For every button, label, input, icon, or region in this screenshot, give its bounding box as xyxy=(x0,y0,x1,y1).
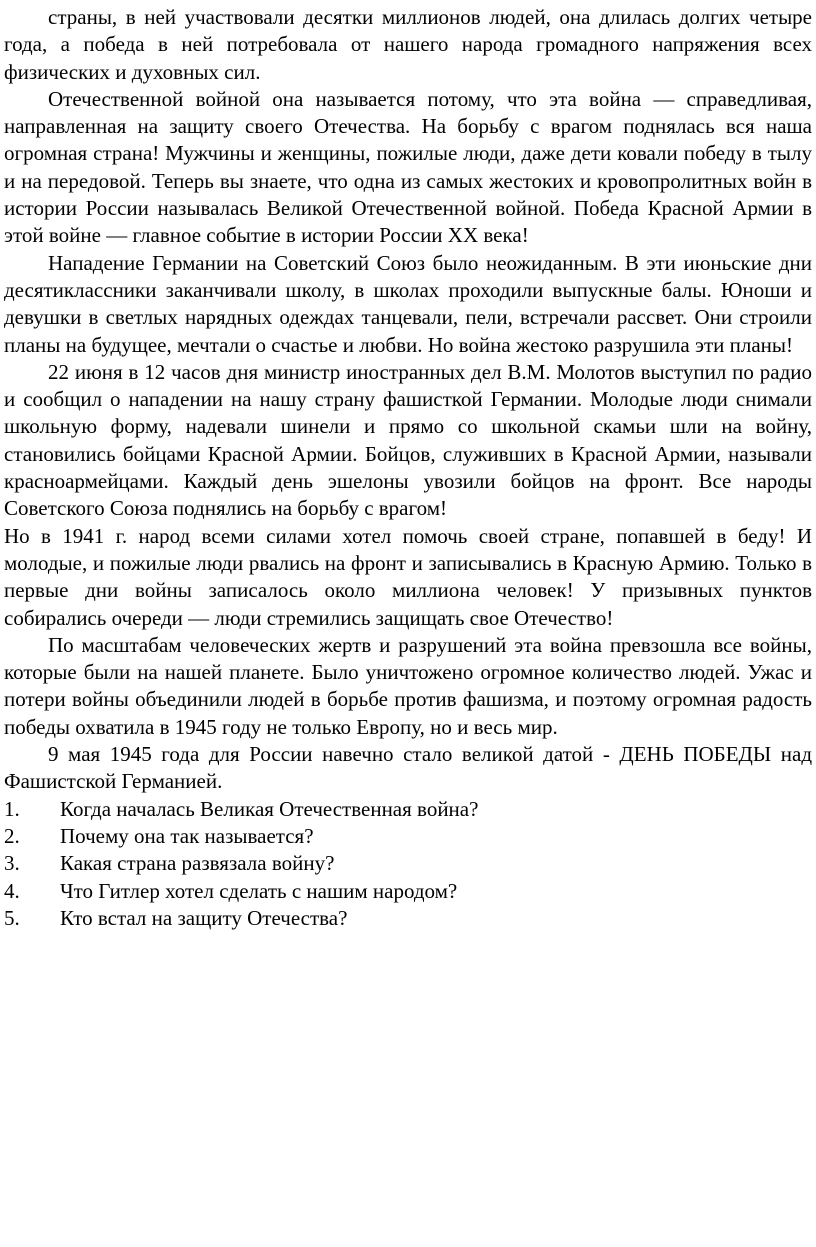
question-item xyxy=(4,905,812,932)
question-item xyxy=(4,823,812,850)
question-text: Когда началась Великая Отечественная война? xyxy=(60,796,479,821)
question-number: 2. xyxy=(4,823,20,848)
question-text: Почему она так называется? xyxy=(60,823,314,848)
question-text: Что Гитлер хотел сделать с нашим народом? xyxy=(60,878,458,903)
question-number: 3. xyxy=(4,851,20,876)
question-number: 1. xyxy=(4,796,20,821)
question-item xyxy=(4,796,812,823)
question-item xyxy=(4,850,812,877)
paragraph-7: 9 мая 1945 года для России навечно стало великой датой - ДЕНЬ ПОБЕДЫ над Фашистской Германией. xyxy=(4,742,812,794)
question-text: Кто встал на защиту Отечества? xyxy=(60,905,348,930)
questions-list xyxy=(4,796,812,932)
paragraph-4: 22 июня в 12 часов дня министр иностранных дел В.М. Молотов выступил по радио и сообщил о нападении на нашу страну фашисткой Германии. Молодые люди снимали школьную форму, надевали шинели и прямо со школьной скамьи шли на войну, становились бойцами Красной Армии. Бойцов, служивших в Красной Армии, называли красноармейцами. Каждый день эшелоны увозили бойцов на фронт. Все народы Советского Союза поднялись на борьбу с врагом! xyxy=(4,359,812,521)
question-text: Какая страна развязала войну? xyxy=(60,851,335,876)
question-number: 4. xyxy=(4,878,20,903)
paragraph-5: Но в 1941 г. народ всеми силами хотел помочь своей стране, попавшей в беду! И молодые, и пожилые люди рвались на фронт и записывались в Красную Армию. Только в первые дни войны записалось около миллиона человек! У призывных пунктов собирались очереди — люди стремились защищать свое Отечество! xyxy=(4,523,812,630)
paragraph-2: Отечественной войной она называется потому, что эта война — справедливая, направленная на защиту своего Отечества. На борьбу с врагом поднялась вся наша огромная страна! Мужчины и женщины, пожилые люди, даже дети ковали победу в тылу и на передовой. Теперь вы знаете, что одна из самых жестоких и кровопролитных войн в истории России называлась Великой Отечественной войной. Победа Красной Армии в этой войне — главное событие в истории России XX века! xyxy=(4,86,812,248)
question-number: 5. xyxy=(4,905,20,930)
paragraph-3: Нападение Германии на Советский Союз было неожиданным. В эти июньские дни десятиклассники заканчивали школу, в школах проходили выпускные балы. Юноши и девушки в светлых нарядных одеждах танцевали, пели, встречали рассвет. Они строили планы на будущее, мечтали о счастье и любви. Но война жестоко разрушила эти планы! xyxy=(4,250,812,357)
paragraph-6: По масштабам человеческих жертв и разрушений эта война превзошла все войны, которые были на нашей планете. Было уничтожено огромное количество людей. Ужас и потери войны объединили людей в борьбе против фашизма, и поэтому огромная радость победы охватила в 1945 году не только Европу, но и весь мир. xyxy=(4,632,812,739)
paragraph-1: страны, в ней участвовали десятки миллионов людей, она длилась долгих четыре года, а победа в ней потребовала от нашего народа громадного напряжения всех физических и духовных сил. xyxy=(4,5,812,84)
question-item xyxy=(4,878,812,905)
